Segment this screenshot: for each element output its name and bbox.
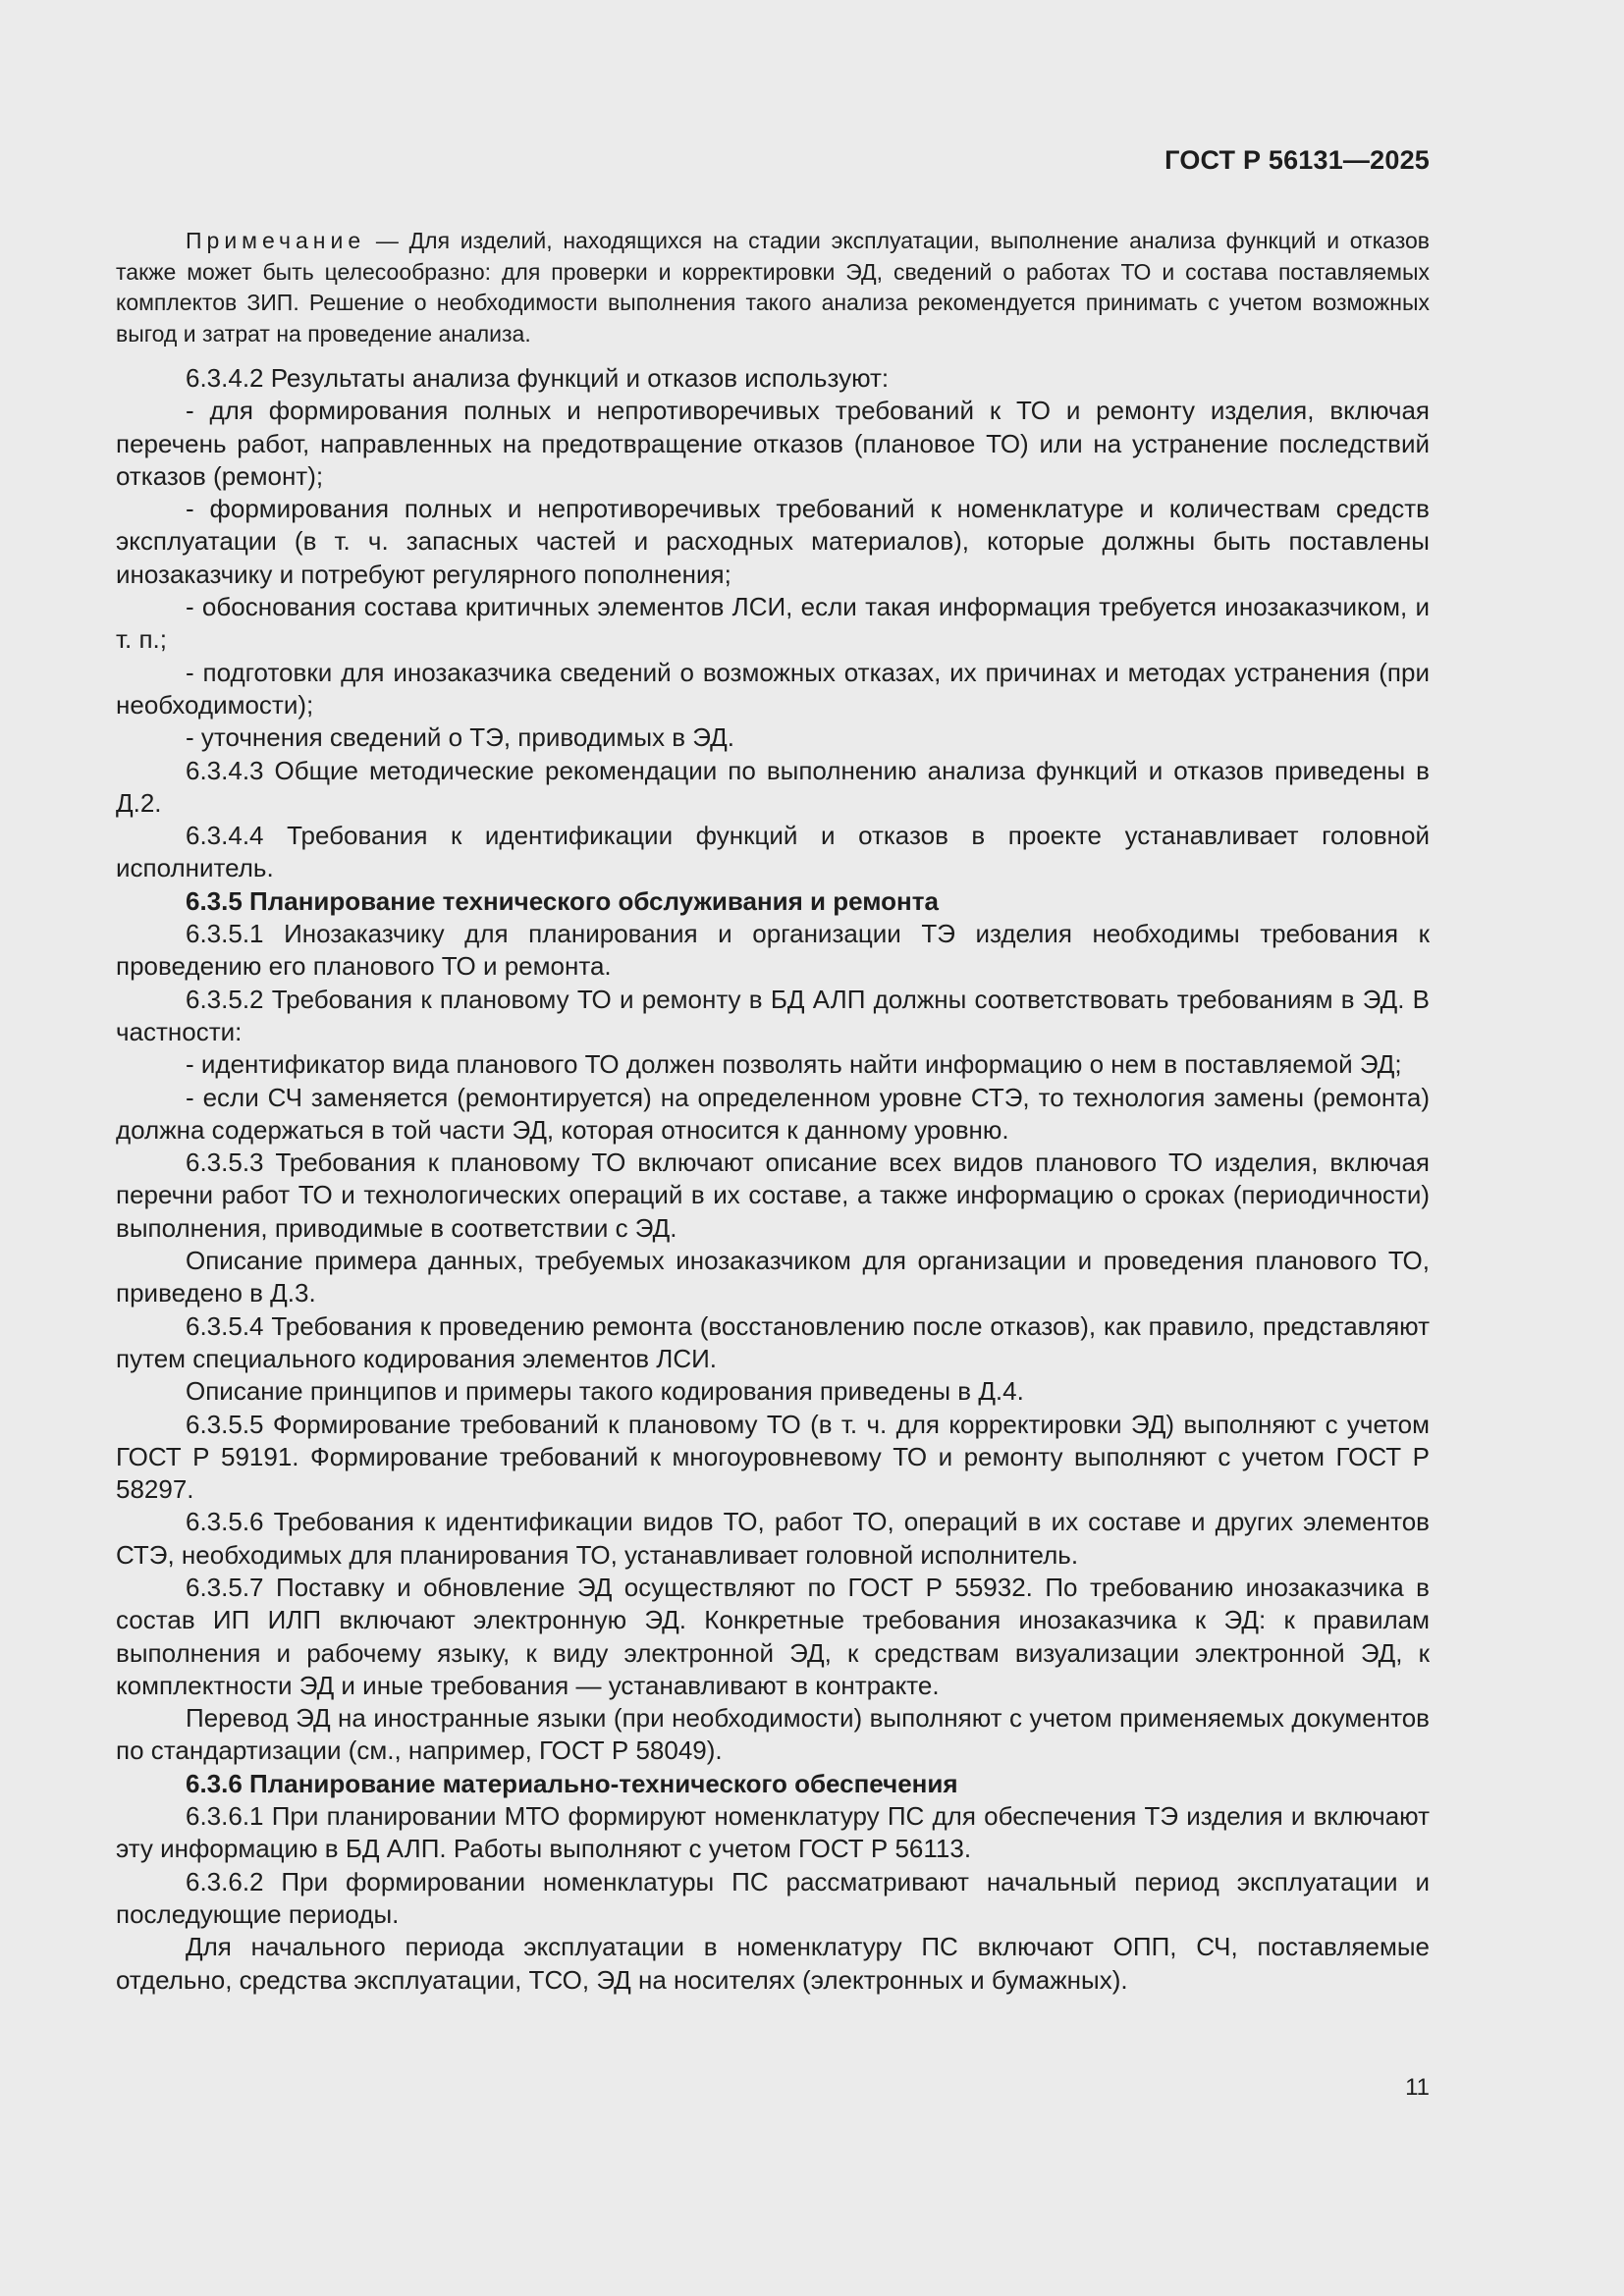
paragraph-6-3-5-3: 6.3.5.3 Требования к плановому ТО включают описание всех видов планового ТО изделия, включая перечни работ ТО и технологических операций в их составе, а также информацию о сроках (периодичности) выполнения, приводимые в соответствии с ЭД. <box>116 1148 1430 1243</box>
document-body <box>116 362 1430 1997</box>
list-item: - уточнения сведений о ТЭ, приводимых в ЭД. <box>186 722 734 753</box>
list-item: - обоснования состава критичных элементов ЛСИ, если такая информация требуется инозаказчиком, и т. п.; <box>116 592 1430 655</box>
paragraph-6-3-4-4: 6.3.4.4 Требования к идентификации функций и отказов в проекте устанавливает головной исполнитель. <box>116 821 1430 883</box>
section-heading-6-3-6: 6.3.6 Планирование материально-технического обеспечения <box>186 1768 958 1798</box>
paragraph-6-3-5-5: 6.3.5.5 Формирование требований к плановому ТО (в т. ч. для корректировки ЭД) выполняют с учетом ГОСТ Р 59191. Формирование требований к многоуровневому ТО и ремонту выполняют с учетом ГОСТ Р 58297. <box>116 1409 1430 1505</box>
paragraph-6-3-4-3: 6.3.4.3 Общие методические рекомендации по выполнению анализа функций и отказов приведены в Д.2. <box>116 755 1430 818</box>
paragraph-6-3-5-1: 6.3.5.1 Инозаказчику для планирования и организации ТЭ изделия необходимы требования к проведению его планового ТО и ремонта. <box>116 919 1430 982</box>
note-block <box>116 226 1430 349</box>
list-item: - формирования полных и непротиворечивых требований к номенклатуре и количествам средств эксплуатации (в т. ч. запасных частей и расходных материалов), которые должны быть поставлены инозаказчику и потребуют регулярного пополнения; <box>116 494 1430 589</box>
note-label: Примечание <box>186 228 366 253</box>
paragraph-6-3-5-7: 6.3.5.7 Поставку и обновление ЭД осуществляют по ГОСТ Р 55932. По требованию инозаказчика в состав ИП ИЛП включают электронную ЭД. Конкретные требования инозаказчика к ЭД: к правилам выполнения и рабочему языку, к виду электронной ЭД, к средствам визуализации электронной ЭД, к комплектности ЭД и иные требования — устанавливают в контракте. <box>116 1572 1430 1700</box>
document-page <box>116 0 1430 2296</box>
paragraph-6-3-5-6: 6.3.5.6 Требования к идентификации видов ТО, работ ТО, операций в их составе и других элементов СТЭ, необходимых для планирования ТО, устанавливает головной исполнитель. <box>116 1507 1430 1570</box>
list-item: - идентификатор вида планового ТО должен позволять найти информацию о нем в поставляемой ЭД; <box>186 1049 1402 1080</box>
list-item: - для формирования полных и непротиворечивых требований к ТО и ремонту изделия, включая перечень работ, направленных на предотвращение отказов (плановое ТО) или на устранение последствий отказов (ремонт); <box>116 396 1430 491</box>
document-header: ГОСТ Р 56131—2025 <box>1164 145 1430 175</box>
page-number: 11 <box>1405 2074 1430 2101</box>
paragraph-6-3-6-2: 6.3.6.2 При формировании номенклатуры ПС рассматривают начальный период эксплуатации и последующие периоды. <box>116 1866 1430 1929</box>
paragraph-6-3-6-1: 6.3.6.1 При планировании МТО формируют номенклатуру ПС для обеспечения ТЭ изделия и включают эту информацию в БД АЛП. Работы выполняют с учетом ГОСТ Р 56113. <box>116 1801 1430 1864</box>
list-item: - если СЧ заменяется (ремонтируется) на определенном уровне СТЭ, то технология замены (ремонта) должна содержаться в той части ЭД, которая относится к данному уровню. <box>116 1082 1430 1145</box>
paragraph: Описание принципов и примеры такого кодирования приведены в Д.4. <box>186 1376 1024 1407</box>
paragraph: Описание примера данных, требуемых инозаказчиком для организации и проведения планового ТО, приведено в Д.3. <box>116 1246 1430 1308</box>
list-item: - подготовки для инозаказчика сведений о возможных отказах, их причинах и методах устранения (при необходимости); <box>116 657 1430 720</box>
paragraph-6-3-4-2: 6.3.4.2 Результаты анализа функций и отказов используют: <box>186 363 890 393</box>
note-text: Для изделий, находящихся на стадии эксплуатации, выполнение анализа функций и отказов также может быть целесообразно: для проверки и корректировки ЭД, сведений о работах ТО и состава поставляемых комплектов ЗИП. Решение о необходимости выполнения такого анализа рекомендуется принимать с учетом возможных выгод и затрат на проведение анализа. <box>116 228 1431 347</box>
paragraph-6-3-5-4: 6.3.5.4 Требования к проведению ремонта (восстановлению после отказов), как правило, представляют путем специального кодирования элементов ЛСИ. <box>116 1310 1430 1373</box>
note-dash: — <box>365 228 409 253</box>
paragraph-6-3-5-2: 6.3.5.2 Требования к плановому ТО и ремонту в БД АЛП должны соответствовать требованиям в ЭД. В частности: <box>116 984 1430 1046</box>
paragraph: Для начального периода эксплуатации в номенклатуру ПС включают ОПП, СЧ, поставляемые отдельно, средства эксплуатации, ТСО, ЭД на носителях (электронных и бумажных). <box>116 1932 1430 1995</box>
paragraph: Перевод ЭД на иностранные языки (при необходимости) выполняют с учетом применяемых документов по стандартизации (см., например, ГОСТ Р 58049). <box>116 1703 1430 1766</box>
section-heading-6-3-5: 6.3.5 Планирование технического обслуживания и ремонта <box>186 885 939 916</box>
